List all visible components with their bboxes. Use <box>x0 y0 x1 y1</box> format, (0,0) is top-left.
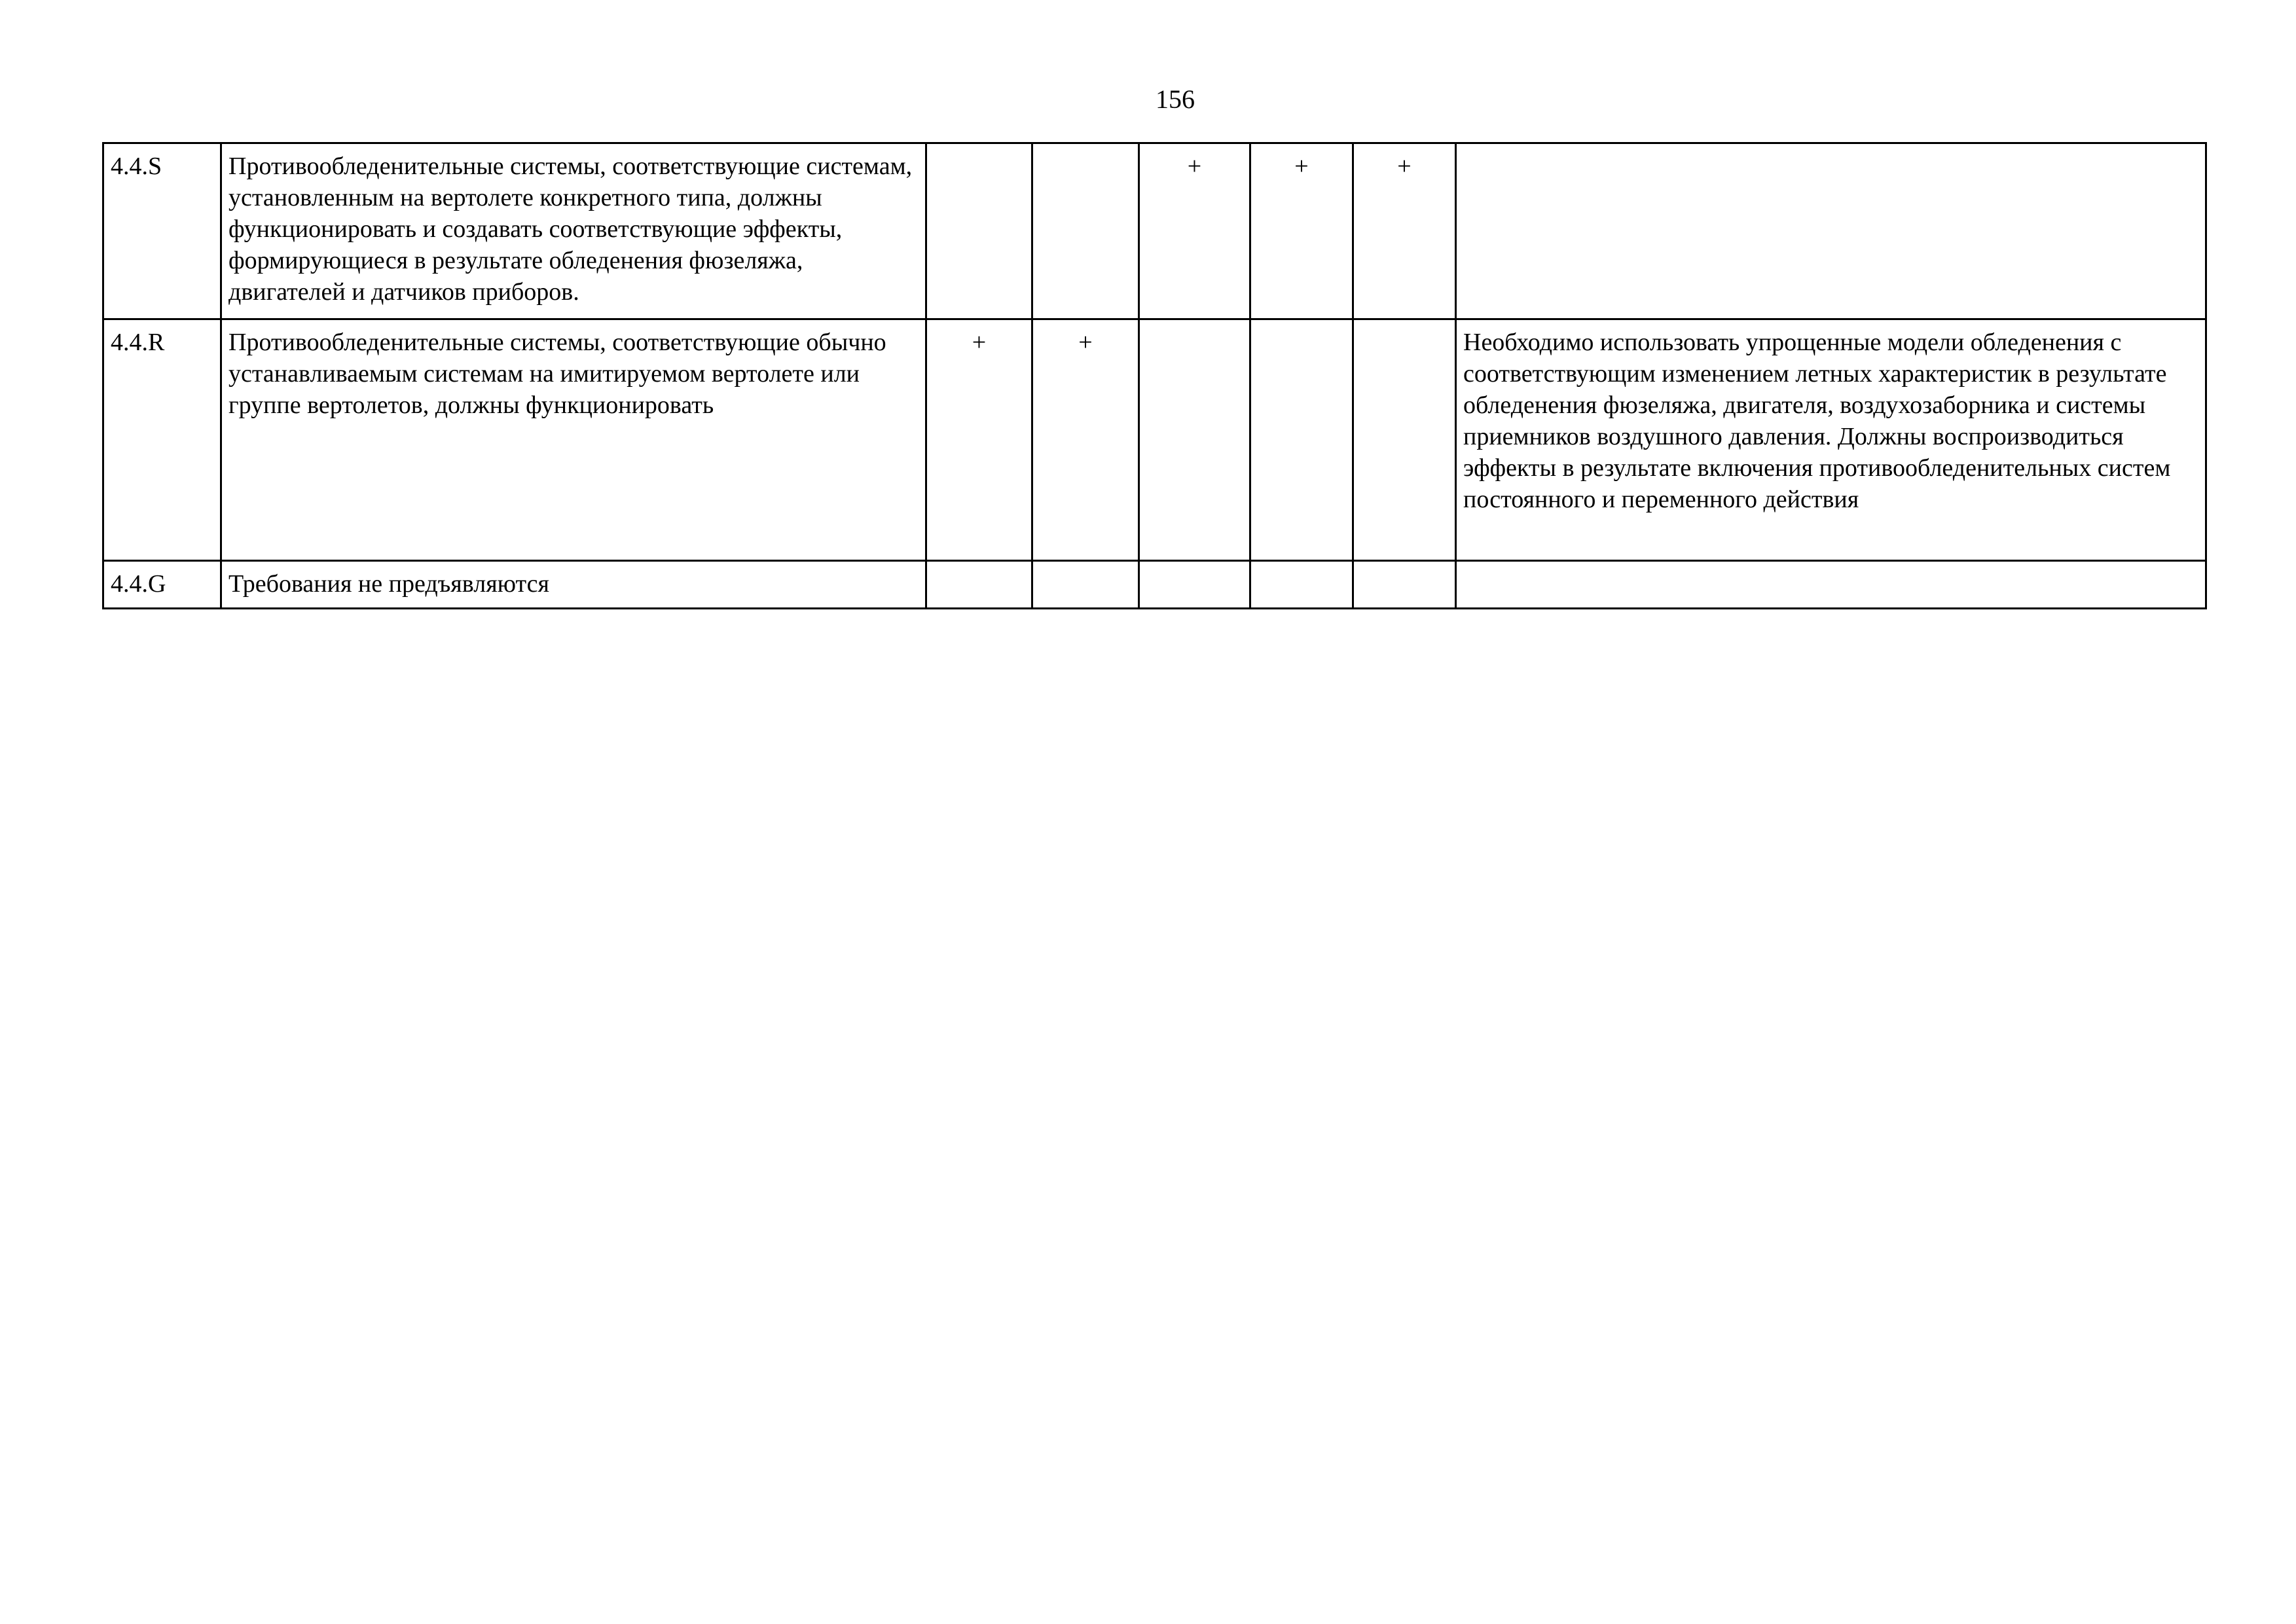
requirement-code: 4.4.S <box>103 143 221 319</box>
level-mark: + <box>1139 143 1250 319</box>
requirement-code: 4.4.R <box>103 319 221 561</box>
table-row <box>103 143 2206 319</box>
level-mark: + <box>1250 143 1353 319</box>
level-mark <box>1139 561 1250 609</box>
requirement-note <box>1456 561 2206 609</box>
table-row <box>103 319 2206 561</box>
level-mark: + <box>926 319 1032 561</box>
requirement-description: Противообледенительные системы, соответствующие обычно устанавливаемым системам на имитируемом вертолете или группе вертолетов, должны функционировать <box>221 319 926 561</box>
level-mark: + <box>1353 143 1456 319</box>
requirement-description: Противообледенительные системы, соответствующие системам, установленным на вертолете конкретного типа, должны функционировать и создавать соответствующие эффекты, формирующиеся в результате обледенения фюзеляжа, двигателей и датчиков приборов. <box>221 143 926 319</box>
level-mark <box>1139 319 1250 561</box>
level-mark <box>926 561 1032 609</box>
requirement-note: Необходимо использовать упрощенные модели обледенения с соответствующим изменением летных характеристик в результате обледенения фюзеляжа, двигателя, воздухозаборника и системы приемников воздушного давления. Должны воспроизводиться эффекты в результате включения противообледенительных систем постоянного и переменного действия <box>1456 319 2206 561</box>
level-mark <box>1250 561 1353 609</box>
requirements-table <box>102 142 2207 609</box>
page-number: 156 <box>1156 84 1195 114</box>
level-mark <box>1353 319 1456 561</box>
level-mark <box>1032 143 1139 319</box>
requirement-note <box>1456 143 2206 319</box>
requirement-description: Требования не предъявляются <box>221 561 926 609</box>
level-mark <box>1250 319 1353 561</box>
level-mark: + <box>1032 319 1139 561</box>
requirement-code: 4.4.G <box>103 561 221 609</box>
level-mark <box>926 143 1032 319</box>
level-mark <box>1353 561 1456 609</box>
level-mark <box>1032 561 1139 609</box>
table-row <box>103 561 2206 609</box>
